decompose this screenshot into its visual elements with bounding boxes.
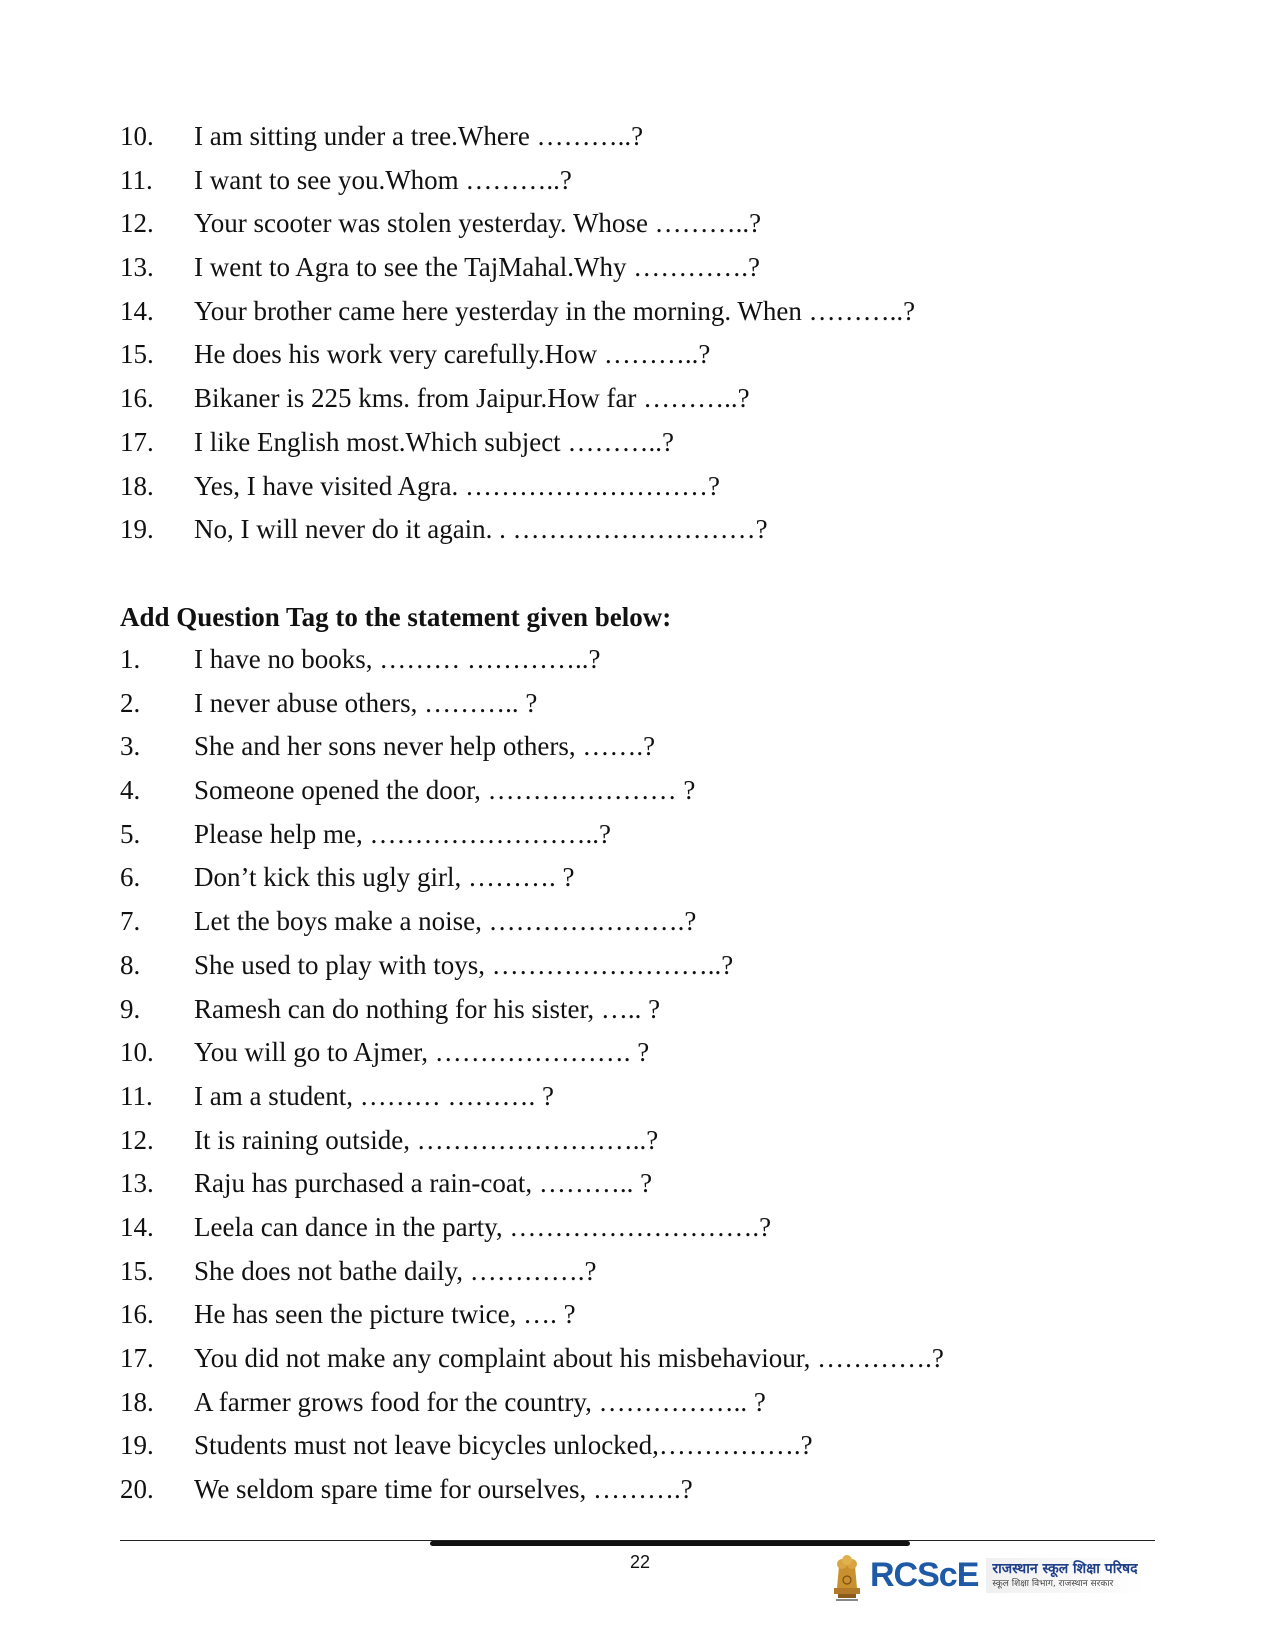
item-number: 2.: [120, 687, 141, 718]
item-text: I went to Agra to see the TajMahal.Why ………….?: [194, 252, 760, 283]
item-text: I like English most.Which subject ………..?: [194, 426, 674, 457]
item-number: 7.: [120, 906, 141, 937]
list-item: [120, 769, 1180, 813]
list-item: [120, 115, 1180, 159]
item-number: 19.: [120, 1430, 154, 1461]
item-number: 15.: [120, 1255, 154, 1286]
list-item: [120, 421, 1180, 465]
item-text: He has seen the picture twice, …. ?: [194, 1299, 576, 1330]
item-text: He does his work very carefully.How ………..?: [194, 339, 711, 370]
item-text: We seldom spare time for ourselves, ……….?: [194, 1474, 693, 1505]
item-number: 13.: [120, 252, 154, 283]
item-number: 17.: [120, 426, 154, 457]
list-item: [120, 813, 1180, 857]
item-text: I never abuse others, ……….. ?: [194, 687, 538, 718]
item-number: 10.: [120, 121, 154, 151]
item-text: I have no books, ……… …………..?: [194, 644, 601, 674]
list-item: [120, 1337, 1180, 1381]
item-number: 9.: [120, 993, 141, 1024]
item-number: 19.: [120, 514, 154, 545]
item-number: 3.: [120, 731, 141, 762]
item-number: 16.: [120, 1299, 154, 1330]
item-number: 8.: [120, 949, 141, 980]
list-item: [120, 1075, 1180, 1119]
list-item: [120, 725, 1180, 769]
item-text: Raju has purchased a rain-coat, ……….. ?: [194, 1168, 653, 1199]
list-item: [120, 1250, 1180, 1294]
question-list-wh: [120, 115, 1180, 552]
item-text: I want to see you.Whom ………..?: [194, 164, 572, 195]
state-emblem-icon: [830, 1548, 864, 1602]
item-text: Yes, I have visited Agra. ………………………?: [194, 470, 720, 501]
item-text: Your scooter was stolen yesterday. Whose ………..?: [194, 208, 762, 239]
item-number: 11.: [120, 164, 153, 195]
item-text: Students must not leave bicycles unlocked,…………….?: [194, 1430, 813, 1461]
section-heading: Add Question Tag to the statement given below:: [120, 602, 672, 632]
footer-divider-accent: [430, 1541, 910, 1546]
list-item: [120, 202, 1180, 246]
list-item: [120, 465, 1180, 509]
item-number: 15.: [120, 339, 154, 370]
list-item: [120, 856, 1180, 900]
item-number: 1.: [120, 644, 141, 674]
item-number: 18.: [120, 470, 154, 501]
item-number: 5.: [120, 818, 141, 849]
list-item: [120, 246, 1180, 290]
list-item: [120, 333, 1180, 377]
page-number: 22: [629, 1552, 651, 1572]
item-number: 11.: [120, 1080, 153, 1111]
item-number: 10.: [120, 1037, 154, 1068]
item-number: 14.: [120, 1211, 154, 1242]
list-item: [120, 1468, 1180, 1512]
item-text: You did not make any complaint about his misbehaviour, ………….?: [194, 1343, 944, 1373]
list-item: [120, 638, 1180, 682]
item-number: 6.: [120, 862, 141, 893]
item-text: I am sitting under a tree.Where ………..?: [194, 121, 644, 151]
item-number: 12.: [120, 1124, 154, 1155]
list-item: [120, 1031, 1180, 1075]
item-text: She and her sons never help others, …….?: [194, 731, 656, 762]
list-item: [120, 1206, 1180, 1250]
list-item: [120, 290, 1180, 334]
list-item: [120, 988, 1180, 1032]
rcsce-wordmark: RCScE: [870, 1556, 979, 1594]
rcsce-tagline-line1: राजस्थान स्कूल शिक्षा परिषद: [992, 1560, 1138, 1577]
list-item: [120, 508, 1180, 552]
item-number: 20.: [120, 1474, 154, 1505]
list-item: [120, 1424, 1180, 1468]
item-text: I am a student, ……… ………. ?: [194, 1080, 554, 1111]
item-number: 14.: [120, 295, 154, 326]
list-item: [120, 682, 1180, 726]
item-number: 18.: [120, 1386, 154, 1417]
list-item: [120, 1119, 1180, 1163]
item-number: 17.: [120, 1343, 154, 1373]
list-item: [120, 159, 1180, 203]
item-text: A farmer grows food for the country, …………….. ?: [194, 1386, 766, 1417]
item-number: 13.: [120, 1168, 154, 1199]
item-text: Bikaner is 225 kms. from Jaipur.How far ………..?: [194, 383, 750, 414]
list-item: [120, 1293, 1180, 1337]
item-text: Don’t kick this ugly girl, ………. ?: [194, 862, 575, 893]
rcsce-tagline-line2: स्कूल शिक्षा विभाग, राजस्थान सरकार: [992, 1578, 1114, 1589]
item-text: She used to play with toys, ……………………..?: [194, 949, 734, 980]
question-list-tags: [120, 638, 1180, 1512]
item-text: Leela can dance in the party, ……………………….?: [194, 1211, 772, 1242]
item-text: Let the boys make a noise, ………………….?: [194, 906, 697, 937]
item-number: 4.: [120, 775, 141, 806]
item-number: 12.: [120, 208, 154, 239]
list-item: [120, 1381, 1180, 1425]
rcsce-tagline: [986, 1558, 1143, 1593]
item-number: 16.: [120, 383, 154, 414]
rcsce-logo: [830, 1547, 1160, 1603]
item-text: Please help me, ……………………..?: [194, 818, 611, 849]
item-text: Your brother came here yesterday in the morning. When ………..?: [194, 295, 916, 326]
list-item: [120, 900, 1180, 944]
list-item: [120, 944, 1180, 988]
item-text: Ramesh can do nothing for his sister, ….. ?: [194, 993, 661, 1024]
item-text: She does not bathe daily, ………….?: [194, 1255, 597, 1286]
item-text: No, I will never do it again. . ………………………?: [194, 514, 768, 545]
list-item: [120, 1162, 1180, 1206]
item-text: You will go to Ajmer, …………………. ?: [194, 1037, 650, 1068]
list-item: [120, 377, 1180, 421]
item-text: Someone opened the door, ………………… ?: [194, 775, 696, 806]
item-text: It is raining outside, ……………………..?: [194, 1124, 659, 1155]
